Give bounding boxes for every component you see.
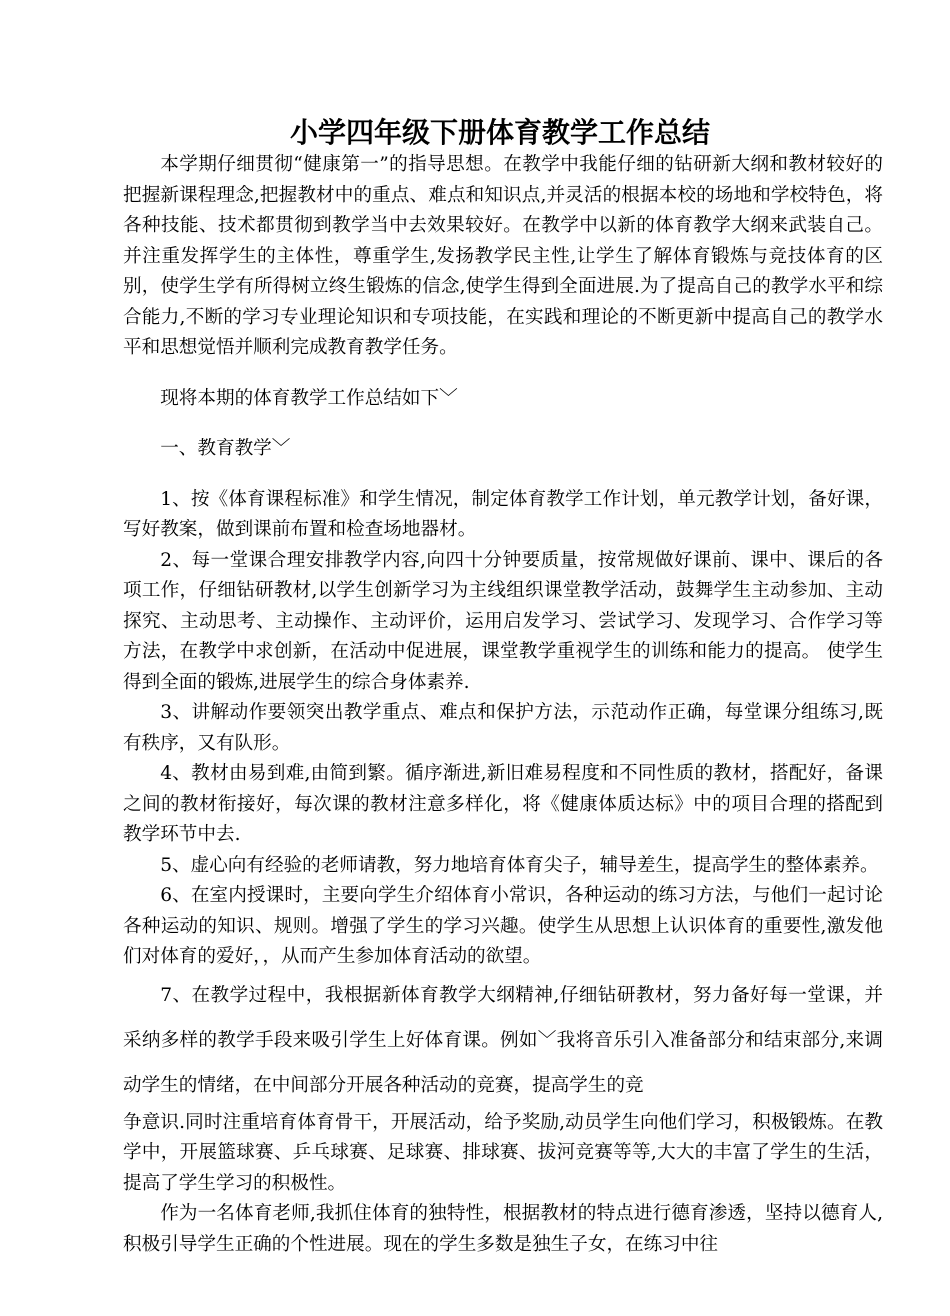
list-item-continuation: 争意识.同时注重培育体育骨干，开展活动，给予奖励,动员学生向他们学习，积极锻炼。在教学中，开展篮球赛、乒乓球赛、足球赛、排球赛、拔河竞赛等等,大大的丰富了学生的生活，提高了学生学习的积极性。: [123, 1111, 883, 1194]
document-body: [123, 150, 883, 1260]
section-heading: 一、教育教学﹀: [160, 438, 291, 459]
list-item: 2、每一堂课合理安排教学内容,向四十分钟要质量，按常规做好课前、课中、课后的各项工作，仔细钻研教材,以学生创新学习为主线组织课堂教学活动，鼓舞学生主动参加、主动探究、主动思考、主动操作、主动评价，运用启发学习、尝试学习、发现学习、合作学习等方法，在教学中求创新，在活动中促进展，课堂教学重视学生的训练和能力的提高。 使学生得到全面的锻炼,进展学生的综合身体素养.: [123, 549, 883, 693]
list-item: 7、在教学过程中，我根据新体育教学大纲精神,仔细钻研教材，努力备好每一堂课，并采纳多样的教学手段来吸引学生上好体育课。例如﹀我将音乐引入准备部分和结束部分,来调动学生的情绪，在中间部分开展各种活动的竞赛，提高学生的竞: [123, 984, 883, 1096]
list-item: 3、讲解动作要领突出教学重点、难点和保护方法，示范动作正确，每堂课分组练习,既有秩序，又有队形。: [123, 702, 883, 754]
closing-paragraph: 作为一名体育老师,我抓住体育的独特性，根据教材的特点进行德育渗透，坚持以德育人,积极引导学生正确的个性进展。现在的学生多数是独生子女，在练习中往: [123, 1203, 883, 1255]
list-item: 5、虚心向有经验的老师请教，努力地培育体育尖子，辅导差生，提高学生的整体素养。: [160, 854, 879, 876]
list-item: 6、在室内授课时，主要向学生介绍体育小常识，各种运动的练习方法，与他们一起讨论各种运动的知识、规则。增强了学生的学习兴趣。使学生从思想上认识体育的重要性,激发他们对体育的爱好，，从而产生参加体育活动的欲望。: [123, 885, 883, 967]
list-item: 4、教材由易到难,由简到繁。循序渐进,新旧难易程度和不同性质的教材，搭配好，备课之间的教材衔接好，每次课的教材注意多样化，将《健康体质达标》中的项目合理的搭配到教学环节中去.: [123, 763, 883, 845]
document-title: 小学四年级下册体育教学工作总结: [289, 116, 710, 149]
intro-paragraph: 本学期仔细贯彻“健康第一”的指导思想。在教学中我能仔细的钻研新大纲和教材较好的把握新课程理念,把握教材中的重点、难点和知识点,并灵活的根据本校的场地和学校特色，将各种技能、技术都贯彻到教学当中去效果较好。在教学中以新的体育教学大纲来武装自己。并注重发挥学生的主体性，尊重学生,发扬教学民主性,让学生了解体育锻炼与竞技体育的区别，使学生学有所得树立终生锻炼的信念,使学生得到全面进展.为了提高自己的教学水平和综合能力,不断的学习专业理论知识和专项技能，在实践和理论的不断更新中提高自己的教学水平和思想觉悟并顺利完成教育教学任务。: [123, 154, 883, 358]
list-item: 1、按《体育课程标准》和学生情况，制定体育教学工作计划，单元教学计划，备好课，写好教案，做到课前布置和检查场地器材。: [123, 488, 883, 540]
summary-lead: 现将本期的体育教学工作总结如下﹀: [160, 387, 458, 409]
